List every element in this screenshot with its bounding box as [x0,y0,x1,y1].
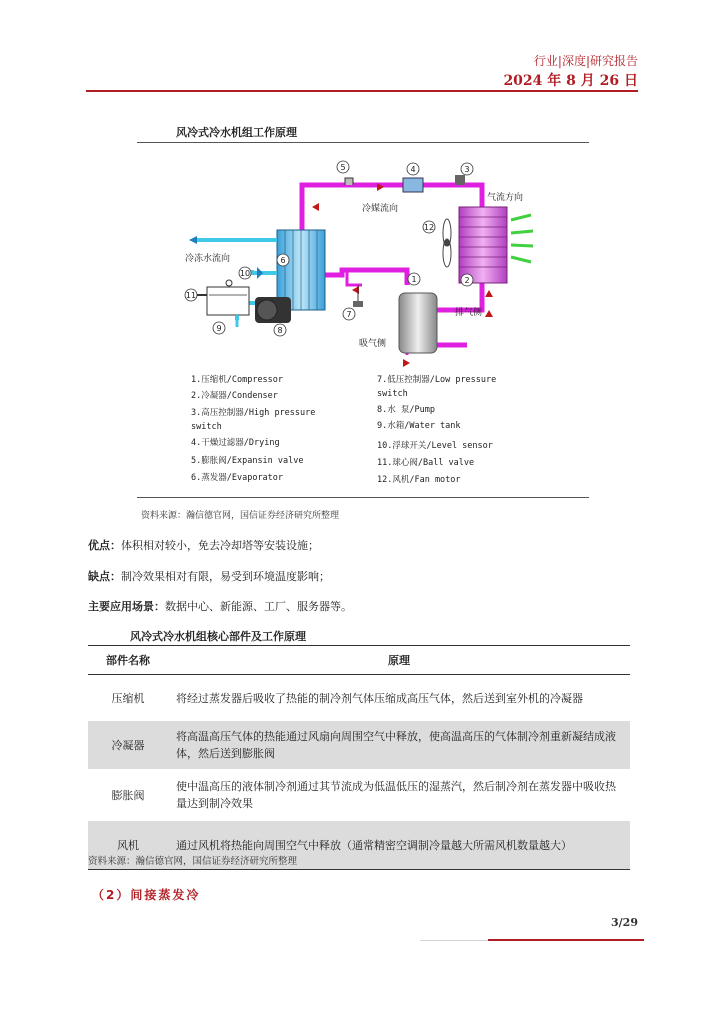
table-row [88,675,630,722]
svg-text:6: 6 [280,256,286,265]
legend-item: 5.膨胀阀/Expansin valve [191,456,304,466]
legend-item: 12.风机/Fan motor [377,475,461,485]
cons-paragraph [88,568,330,584]
figure-top-rule [137,142,589,143]
svg-text:9: 9 [216,324,222,333]
svg-text:1: 1 [411,275,417,284]
component-principle: 通过风机将热能向周围空气中释放（通常精密空调制冷量越大所需风机数量越大） [168,821,630,870]
components-table [88,645,630,870]
svg-text:7: 7 [346,310,352,319]
component-principle: 将高温高压气体的热能通过风扇向周围空气中释放，使高温高压的气体制冷剂重新凝结成液体，然后送到膨胀阀 [168,721,630,769]
figure-bottom-rule [137,497,589,498]
svg-text:2: 2 [464,276,470,285]
water-tank [207,287,249,315]
legend-item: 1.压缩机/Compressor [191,375,284,385]
applications-text: 数据中心、新能源、工厂、服务器等。 [165,600,352,613]
applications-label: 主要应用场景： [88,600,165,613]
high-pressure-switch [455,175,465,185]
legend-item: 3.高压控制器/High pressure [191,408,316,418]
legend-item: 4.干燥过滤器/Drying [191,438,280,448]
condenser [459,207,507,283]
legend-item: 7.低压控制器/Low pressure [377,375,497,385]
chiller-diagram [137,145,589,495]
table-row [88,769,630,821]
svg-text:8: 8 [277,326,283,335]
airflow-arrows [511,215,533,262]
svg-text:4: 4 [410,165,416,174]
label-suction-side: 吸气侧 [359,339,387,349]
compressor [399,293,437,353]
applications-paragraph [88,598,352,614]
pros-paragraph [88,537,319,553]
table-source: 资料来源：瀚信德官网，国信证券经济研究所整理 [88,856,298,867]
legend-item: 6.蒸发器/Evaporator [191,473,284,483]
footer-divider-gray [420,940,488,941]
header-divider [86,90,638,92]
cons-label: 缺点： [88,570,121,583]
svg-text:11: 11 [185,291,197,300]
svg-text:10: 10 [239,269,251,278]
header-category: 行业|深度|研究报告 [533,54,638,68]
svg-text:3: 3 [464,165,470,174]
drying-filter [403,178,423,192]
component-name: 风机 [88,821,168,870]
component-principle: 将经过蒸发器后吸收了热能的制冷剂气体压缩成高压气体，然后送到室外机的冷凝器 [176,691,583,705]
legend-item: switch [191,422,222,432]
legend-item: 2.冷凝器/Condenser [191,391,278,401]
label-refrigerant-flow: 冷媒流向 [362,204,399,214]
table-header-row [88,646,630,675]
label-chilled-water-flow: 冷冻水流向 [185,254,231,264]
svg-text:12: 12 [423,223,435,232]
legend-item: 9.水箱/Water tank [377,421,461,431]
figure-source: 资料来源：瀚信德官网，国信证券经济研究所整理 [141,511,340,521]
component-name: 膨胀阀 [111,788,145,802]
table-title: 风冷式冷水机组核心部件及工作原理 [130,630,306,643]
section-subheading: （2）间接蒸发冷 [92,888,201,902]
page-number: 3/29 [611,916,638,929]
header-date: 2024 年 8 月 26 日 [503,73,638,89]
footer-divider-red [488,939,644,941]
pros-text: 体积相对较小，免去冷却塔等安装设施； [121,539,319,552]
label-airflow: 气流方向 [487,193,524,203]
table-header-principle: 原理 [168,646,630,675]
low-pressure-switch [353,285,363,307]
legend-item: switch [377,389,408,399]
component-principle: 使中温高压的液体制冷剂通过其节流成为低温低压的湿蒸汽，然后制冷剂在蒸发器中吸收热量达到制冷效果 [176,780,616,810]
component-name: 压缩机 [111,691,145,705]
legend-item: 11.球心阀/Ball valve [377,458,475,468]
legend-item: 8.水 泵/Pump [377,405,435,415]
label-exhaust-side: 排气侧 [455,308,483,318]
figure-title: 风冷式冷水机组工作原理 [176,126,297,139]
legend-item: 10.浮球开关/Level sensor [377,441,493,451]
fan-icon [443,219,451,267]
cons-text: 制冷效果相对有限，易受到环境温度影响； [121,570,330,583]
svg-text:5: 5 [340,163,346,172]
table-header-component: 部件名称 [88,646,168,675]
component-name: 冷凝器 [88,721,168,769]
expansion-valve [345,178,353,185]
level-sensor [226,280,232,286]
pump [255,297,291,323]
pros-label: 优点： [88,539,121,552]
figure-legend [191,374,496,485]
table-row [88,721,630,769]
